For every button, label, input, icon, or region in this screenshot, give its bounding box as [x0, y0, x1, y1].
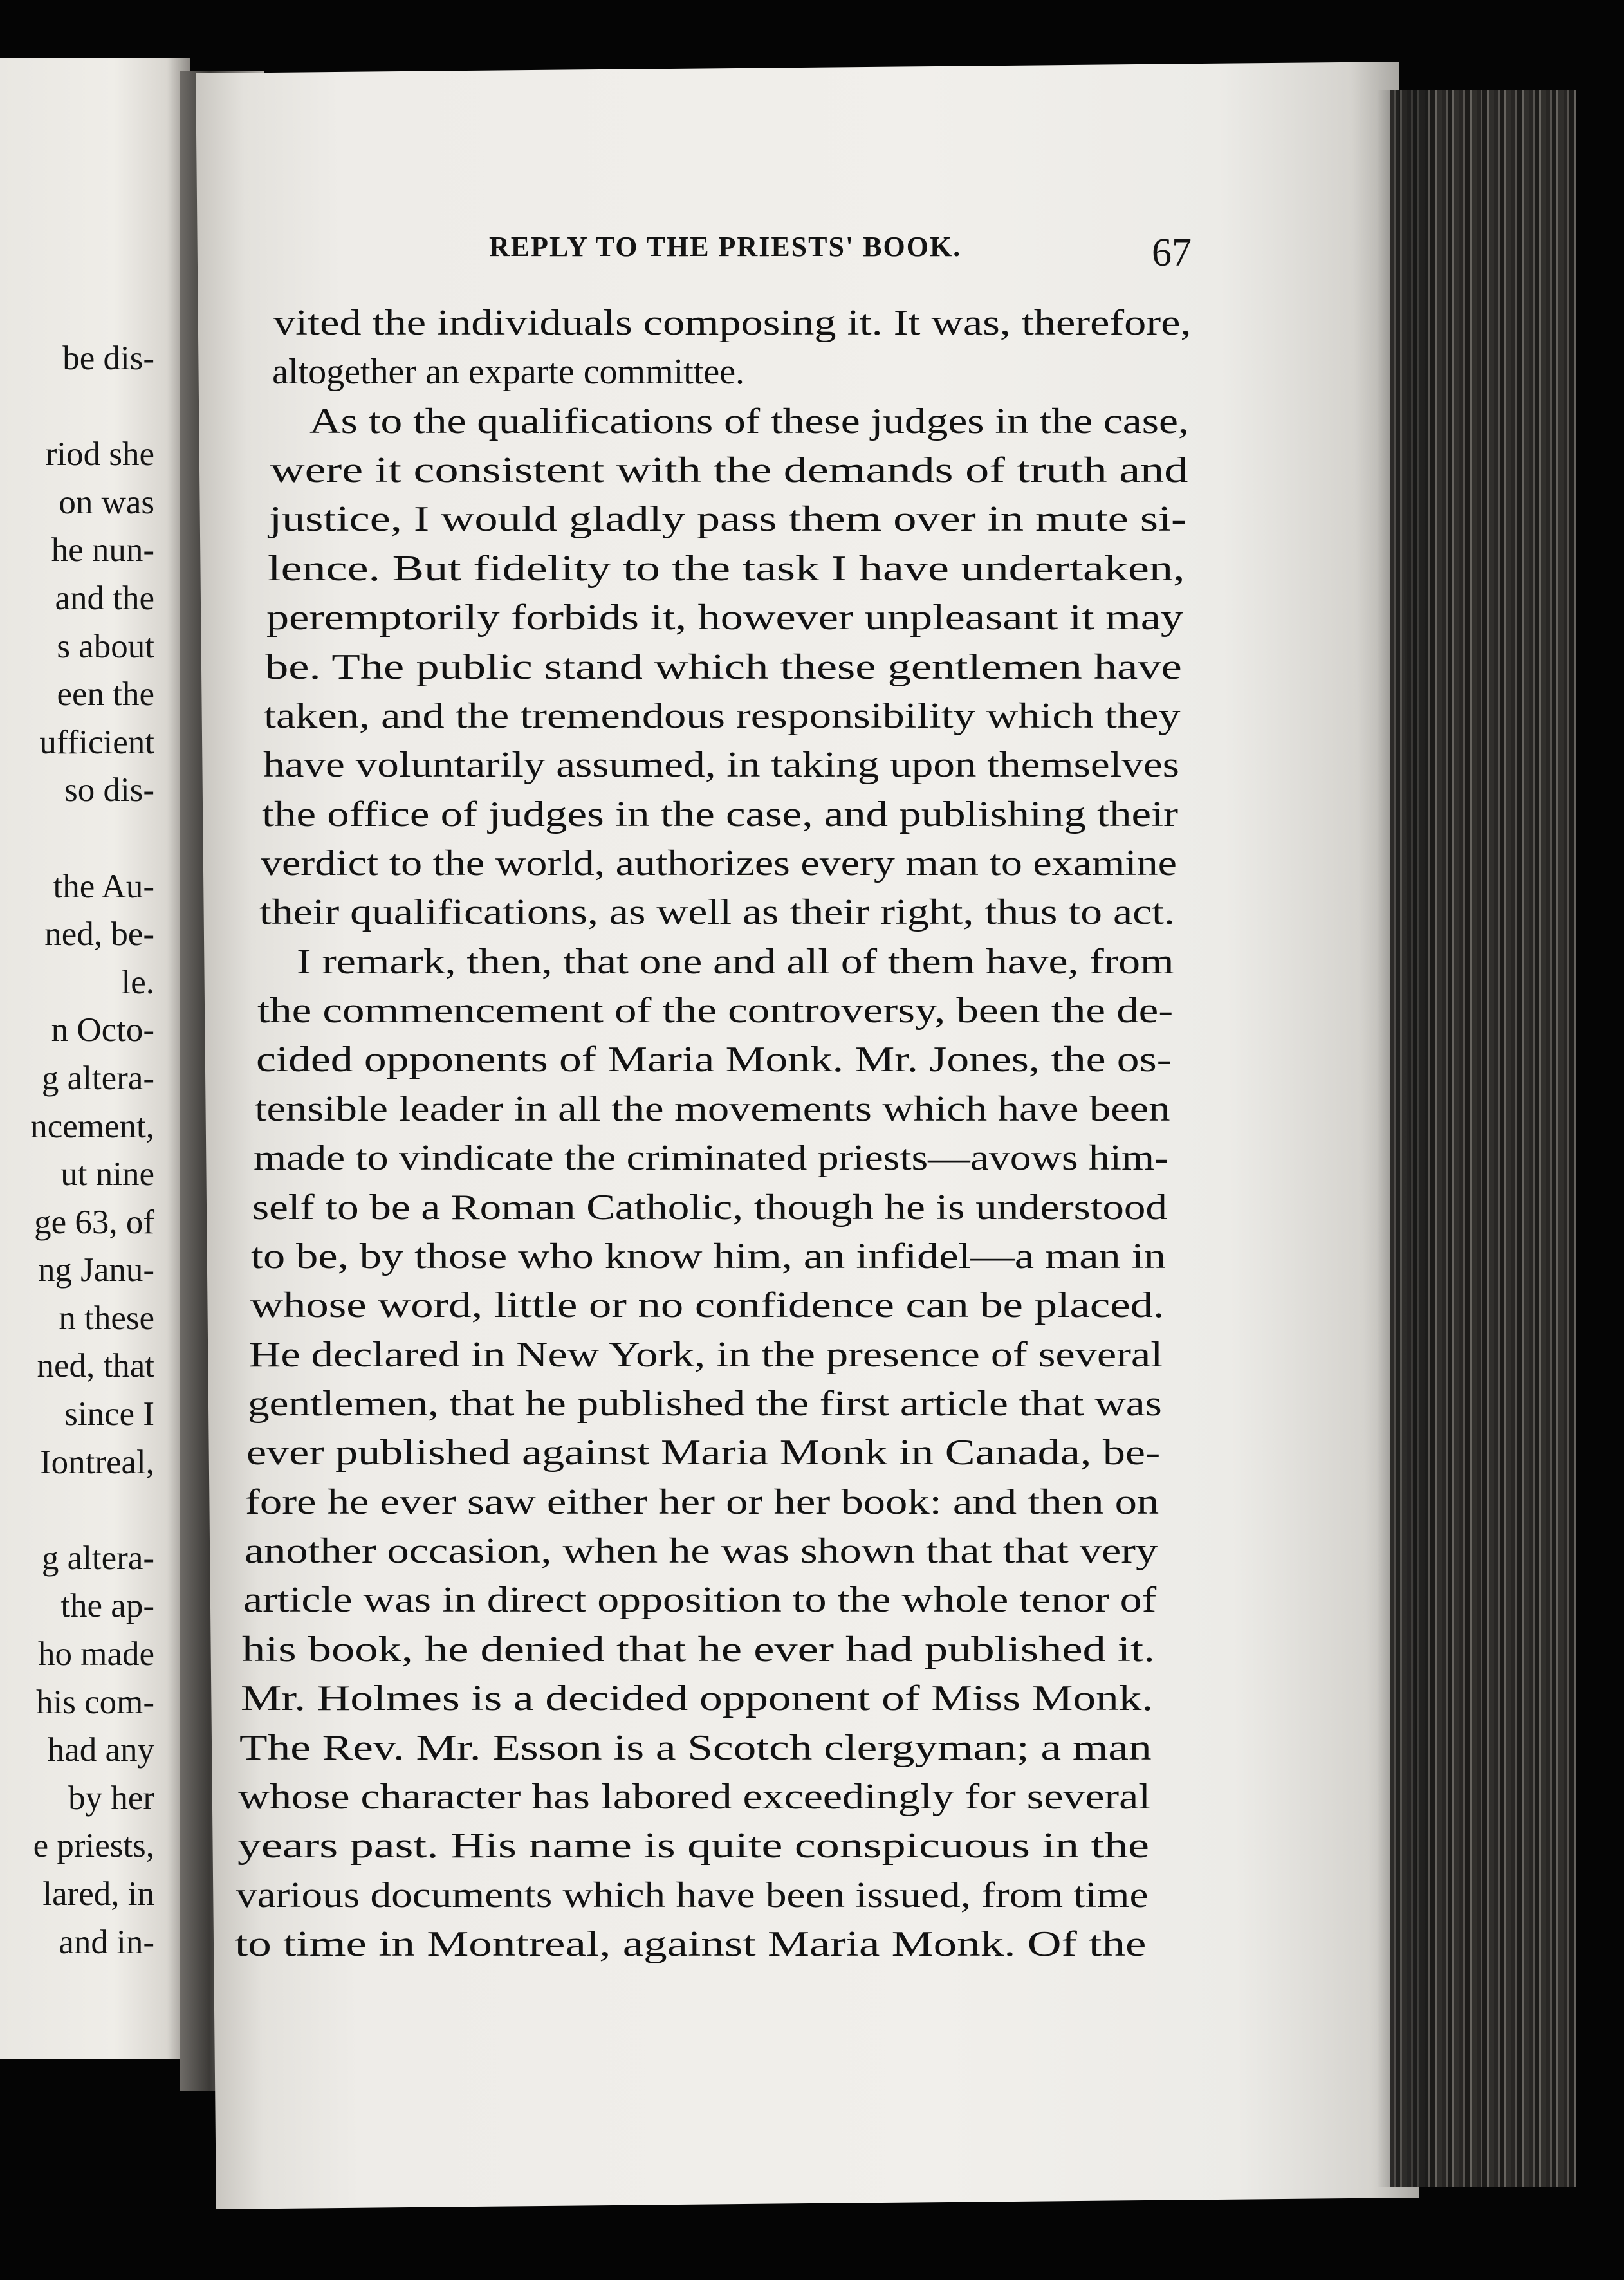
body-line: vited the individuals composing it. It was, therefore,: [273, 303, 1192, 343]
body-line: made to vindicate the criminated priests—avows him-: [254, 1138, 1168, 1179]
left-page-line: n these: [59, 1299, 154, 1337]
body-line: years past. His name is quite conspicuous in the: [237, 1826, 1149, 1866]
left-page-line: riod she: [45, 436, 154, 473]
body-line: their qualifications, as well as their right, thus to act.: [259, 892, 1176, 933]
body-line: I remark, then, that one and all of them have, from: [297, 941, 1174, 982]
body-line: have voluntarily assumed, in taking upon themselves: [263, 745, 1179, 786]
body-line: justice, I would gladly pass them over in mute si-: [268, 499, 1186, 540]
body-line: tensible leader in all the movements which have been: [254, 1089, 1170, 1129]
left-page-line: be dis-: [62, 340, 154, 377]
body-line: altogether an exparte committee.: [272, 352, 745, 392]
left-page-line: n Octo-: [51, 1011, 154, 1049]
body-line: his book, he denied that he ever had published it.: [241, 1629, 1156, 1669]
left-page-line: g altera-: [41, 1059, 154, 1097]
left-page-line: on was: [59, 483, 154, 521]
left-page-line: ng Janu-: [37, 1251, 154, 1289]
body-line: As to the qualifications of these judges in the case,: [309, 401, 1190, 441]
left-page-line: so dis-: [64, 771, 154, 809]
left-page-line: g altera-: [41, 1539, 154, 1577]
body-line: verdict to the world, authorizes every man to examine: [261, 843, 1177, 883]
left-page-line: ncement,: [30, 1107, 154, 1145]
body-line: were it consistent with the demands of truth and: [270, 450, 1188, 491]
left-page-line: le.: [121, 963, 154, 1001]
left-page-line: ut nine: [60, 1155, 154, 1193]
left-page-line: ned, that: [37, 1347, 154, 1385]
body-line: whose character has labored exceedingly for several: [238, 1776, 1151, 1817]
left-page-line: ho made: [37, 1635, 154, 1673]
left-page-line: since I: [64, 1395, 154, 1433]
page-number: 67: [1152, 231, 1192, 275]
body-line: self to be a Roman Catholic, though he is understood: [252, 1187, 1168, 1227]
left-page-line: een the: [57, 676, 154, 713]
body-line: various documents which have been issued, from time: [235, 1875, 1149, 1915]
body-line: another occasion, when he was shown that that very: [244, 1531, 1158, 1572]
body-line: The Rev. Mr. Esson is a Scotch clergyman; a man: [239, 1727, 1152, 1768]
body-line: to time in Montreal, against Maria Monk. Of the: [235, 1924, 1147, 1964]
left-page-line: ge 63, of: [34, 1203, 154, 1241]
body-line: cided opponents of Maria Monk. Mr. Jones, the os-: [255, 1040, 1172, 1080]
left-page-line: lared, in: [42, 1875, 154, 1913]
left-page-line: and in-: [59, 1923, 154, 1961]
body-line: be. The public stand which these gentlemen have: [265, 647, 1183, 687]
body-line: the commencement of the controversy, been the de-: [257, 991, 1173, 1031]
left-page-line: the ap-: [60, 1587, 154, 1625]
left-page-line: by her: [68, 1779, 154, 1817]
left-page-line: had any: [47, 1731, 154, 1769]
body-line: article was in direct opposition to the whole tenor of: [243, 1580, 1156, 1621]
left-page-line: and the: [55, 579, 154, 617]
left-page-line: e priests,: [33, 1827, 154, 1865]
body-line: He declared in New York, in the presence of several: [248, 1334, 1163, 1375]
body-line: fore he ever saw either her or her book: and then on: [245, 1482, 1159, 1522]
body-line: taken, and the tremendous responsibility which they: [264, 695, 1181, 736]
running-head: REPLY TO THE PRIESTS' BOOK.: [489, 231, 962, 262]
body-line: gentlemen, that he published the first article that was: [248, 1384, 1162, 1424]
body-line: whose word, little or no confidence can be placed.: [250, 1285, 1165, 1326]
left-page-line: his com-: [36, 1683, 154, 1721]
body-line: Mr. Holmes is a decided opponent of Miss Monk.: [241, 1678, 1154, 1719]
body-line: ever published against Maria Monk in Canada, be-: [246, 1433, 1161, 1473]
body-line: lence. But fidelity to the task I have undertaken,: [267, 548, 1185, 589]
body-line: to be, by those who know him, an infidel—a man in: [251, 1236, 1167, 1276]
left-page-line: the Au-: [53, 867, 154, 905]
body-line: the office of judges in the case, and publishing their: [261, 794, 1178, 834]
body-line: peremptorily forbids it, however unpleasant it may: [266, 598, 1184, 638]
left-page-line: he nun-: [51, 531, 154, 569]
left-page-line: ufficient: [39, 723, 154, 761]
left-page-line: Iontreal,: [39, 1443, 154, 1481]
left-page-line: s about: [57, 627, 154, 665]
left-page-line: ned, be-: [44, 915, 154, 953]
